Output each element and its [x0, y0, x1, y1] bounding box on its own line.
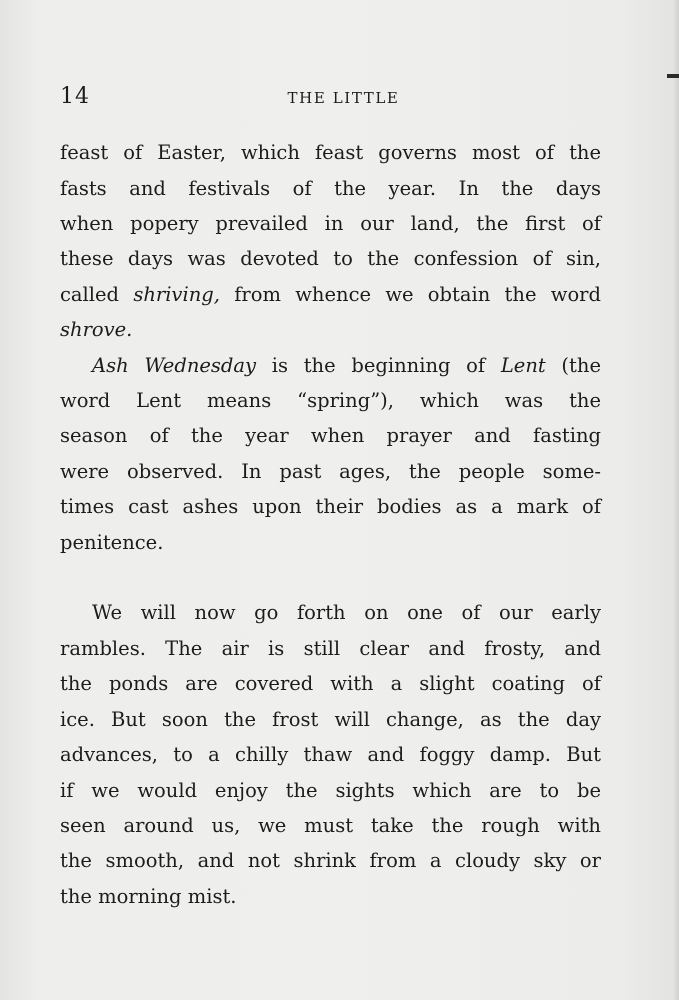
italic-term-shrove: shrove.: [60, 318, 133, 341]
text-run: called: [60, 283, 134, 306]
text-line: We will now go forth on one of our early: [92, 601, 601, 624]
text-line: advances, to a chilly thaw and foggy damp. But: [60, 743, 601, 766]
text-line: [92, 354, 601, 378]
text-line: times cast ashes upon their bodies as a mark of: [60, 495, 601, 518]
page-edge-shadow: [673, 0, 679, 1000]
page-number: 14: [60, 84, 90, 109]
text-line: [60, 283, 601, 307]
text-line: these days was devoted to the confession of sin,: [60, 247, 601, 270]
text-line: were observed. In past ages, the people some-: [60, 460, 601, 483]
text-line: when popery prevailed in our land, the first of: [60, 212, 601, 235]
italic-term-lent: Lent: [500, 354, 546, 377]
text-run: is the beginning of: [256, 354, 501, 377]
text-line: rambles. The air is still clear and frosty, and: [60, 637, 601, 660]
text-run: (the: [545, 354, 601, 377]
page-edge-mark: [667, 74, 679, 78]
text-line: if we would enjoy the sights which are to be: [60, 779, 601, 802]
text-line: ice. But soon the frost will change, as the day: [60, 708, 601, 731]
text-run: from whence we obtain the word: [219, 283, 601, 306]
text-line: feast of Easter, which feast governs most of the: [60, 141, 601, 164]
italic-term-shriving: shriving,: [133, 283, 220, 306]
italic-term-ash-wednesday: Ash Wednesday: [92, 354, 257, 377]
text-line: the smooth, and not shrink from a cloudy sky or: [60, 849, 601, 872]
text-line: penitence.: [60, 531, 164, 554]
text-line: fasts and festivals of the year. In the days: [60, 177, 601, 200]
text-line: word Lent means “spring”), which was the: [60, 389, 601, 412]
text-line: seen around us, we must take the rough with: [60, 814, 601, 837]
running-head: THE LITTLE: [287, 89, 400, 107]
text-line: the morning mist.: [60, 885, 237, 908]
text-line: the ponds are covered with a slight coating of: [60, 672, 601, 695]
text-line: season of the year when prayer and fasting: [60, 424, 601, 447]
